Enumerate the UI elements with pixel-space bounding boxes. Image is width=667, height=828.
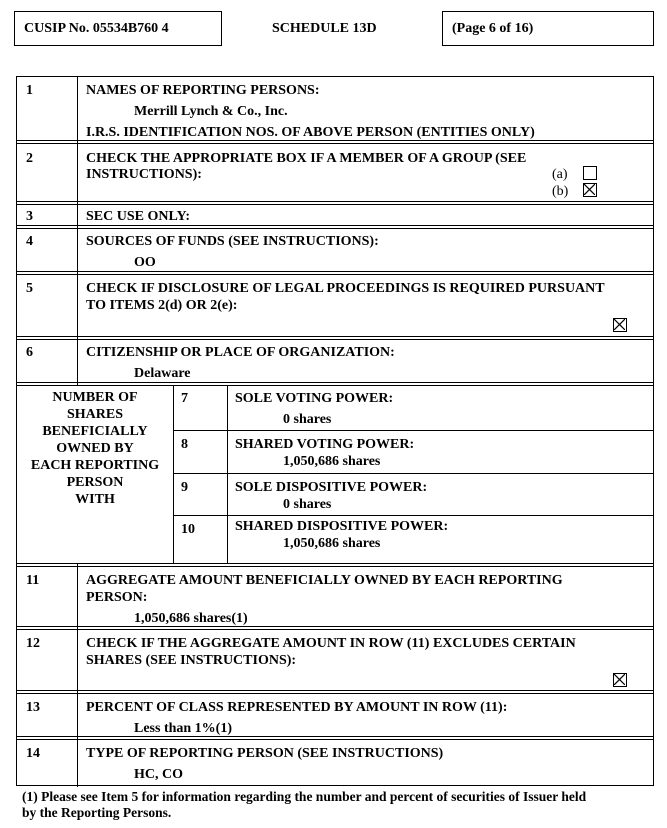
row-11-number: 11 bbox=[26, 573, 40, 588]
row-12-number: 12 bbox=[26, 636, 40, 651]
row-4-label: SOURCES OF FUNDS (SEE INSTRUCTIONS): bbox=[86, 234, 379, 249]
group-checkbox-b[interactable] bbox=[583, 183, 597, 197]
excludes-shares-checkbox[interactable] bbox=[613, 673, 627, 687]
row-6-label: CITIZENSHIP OR PLACE OF ORGANIZATION: bbox=[86, 345, 395, 360]
row-1-label: NAMES OF REPORTING PERSONS: bbox=[86, 83, 320, 98]
cover-page-table bbox=[16, 76, 654, 786]
row-14-label: TYPE OF REPORTING PERSON (SEE INSTRUCTIONS) bbox=[86, 746, 444, 761]
row-8-number: 8 bbox=[181, 437, 188, 452]
group-option-b-label: (b) bbox=[552, 184, 569, 199]
row-11-label-line2: PERSON: bbox=[86, 590, 148, 605]
row-11-label-line1: AGGREGATE AMOUNT BENEFICIALLY OWNED BY EACH REPORTING bbox=[86, 573, 563, 588]
row-3-label: SEC USE ONLY: bbox=[86, 209, 191, 224]
row-1-number: 1 bbox=[26, 83, 33, 98]
sole-dispositive-value: 0 shares bbox=[283, 497, 332, 512]
row-9-label: SOLE DISPOSITIVE POWER: bbox=[235, 480, 428, 495]
footnote-line-1: (1) Please see Item 5 for information regarding the number and percent of securities of Issuer held bbox=[22, 789, 587, 804]
row-2-label-line1: CHECK THE APPROPRIATE BOX IF A MEMBER OF A GROUP (SEE bbox=[86, 151, 527, 166]
irs-id-label: I.R.S. IDENTIFICATION NOS. OF ABOVE PERSON (ENTITIES ONLY) bbox=[86, 125, 535, 140]
cusip-box bbox=[14, 11, 222, 46]
row-13-number: 13 bbox=[26, 700, 40, 715]
row-7-number: 7 bbox=[181, 391, 188, 406]
checked-x-icon bbox=[584, 184, 595, 195]
reporting-person-name: Merrill Lynch & Co., Inc. bbox=[134, 104, 288, 119]
checked-x-icon bbox=[614, 674, 625, 685]
row-10-label: SHARED DISPOSITIVE POWER: bbox=[235, 519, 449, 534]
row-2-label-line2: INSTRUCTIONS): bbox=[86, 167, 202, 182]
row-14-number: 14 bbox=[26, 746, 40, 761]
reporting-person-type-value: HC, CO bbox=[134, 767, 183, 782]
group-option-a-label: (a) bbox=[552, 167, 568, 182]
row-5-number: 5 bbox=[26, 281, 33, 296]
source-of-funds-value: OO bbox=[134, 255, 156, 270]
page-number-box bbox=[442, 11, 654, 46]
shares-beneficially-owned-label: NUMBER OF SHARES BENEFICIALLY OWNED BY EACH REPORTING PERSON WITH bbox=[30, 390, 160, 507]
row-5-label-line1: CHECK IF DISCLOSURE OF LEGAL PROCEEDINGS IS REQUIRED PURSUANT bbox=[86, 281, 605, 296]
shared-voting-value: 1,050,686 shares bbox=[283, 454, 381, 469]
legal-proceedings-checkbox[interactable] bbox=[613, 318, 627, 332]
row-9-number: 9 bbox=[181, 480, 188, 495]
sole-voting-value: 0 shares bbox=[283, 412, 332, 427]
page-number: (Page 6 of 16) bbox=[452, 21, 534, 36]
checked-x-icon bbox=[614, 319, 625, 330]
row-4-number: 4 bbox=[26, 234, 33, 249]
footnote-line-2: by the Reporting Persons. bbox=[22, 805, 172, 820]
row-10-number: 10 bbox=[181, 522, 195, 537]
row-8-label: SHARED VOTING POWER: bbox=[235, 437, 415, 452]
aggregate-amount-value: 1,050,686 shares(1) bbox=[134, 611, 248, 626]
footnote bbox=[22, 789, 652, 821]
row-6-number: 6 bbox=[26, 345, 33, 360]
row-3-number: 3 bbox=[26, 209, 33, 224]
row-5-label-line2: TO ITEMS 2(d) OR 2(e): bbox=[86, 298, 238, 313]
citizenship-value: Delaware bbox=[134, 366, 191, 381]
row-12-label-line1: CHECK IF THE AGGREGATE AMOUNT IN ROW (11) EXCLUDES CERTAIN bbox=[86, 636, 576, 651]
row-7-label: SOLE VOTING POWER: bbox=[235, 391, 394, 406]
row-13-label: PERCENT OF CLASS REPRESENTED BY AMOUNT IN ROW (11): bbox=[86, 700, 508, 715]
row-12-label-line2: SHARES (SEE INSTRUCTIONS): bbox=[86, 653, 297, 668]
group-checkbox-a[interactable] bbox=[583, 166, 597, 180]
row-2-number: 2 bbox=[26, 151, 33, 166]
shared-dispositive-value: 1,050,686 shares bbox=[283, 536, 381, 551]
percent-of-class-value: Less than 1%(1) bbox=[134, 721, 233, 736]
schedule-title: SCHEDULE 13D bbox=[272, 21, 377, 36]
cusip-number: CUSIP No. 05534B760 4 bbox=[24, 21, 169, 36]
